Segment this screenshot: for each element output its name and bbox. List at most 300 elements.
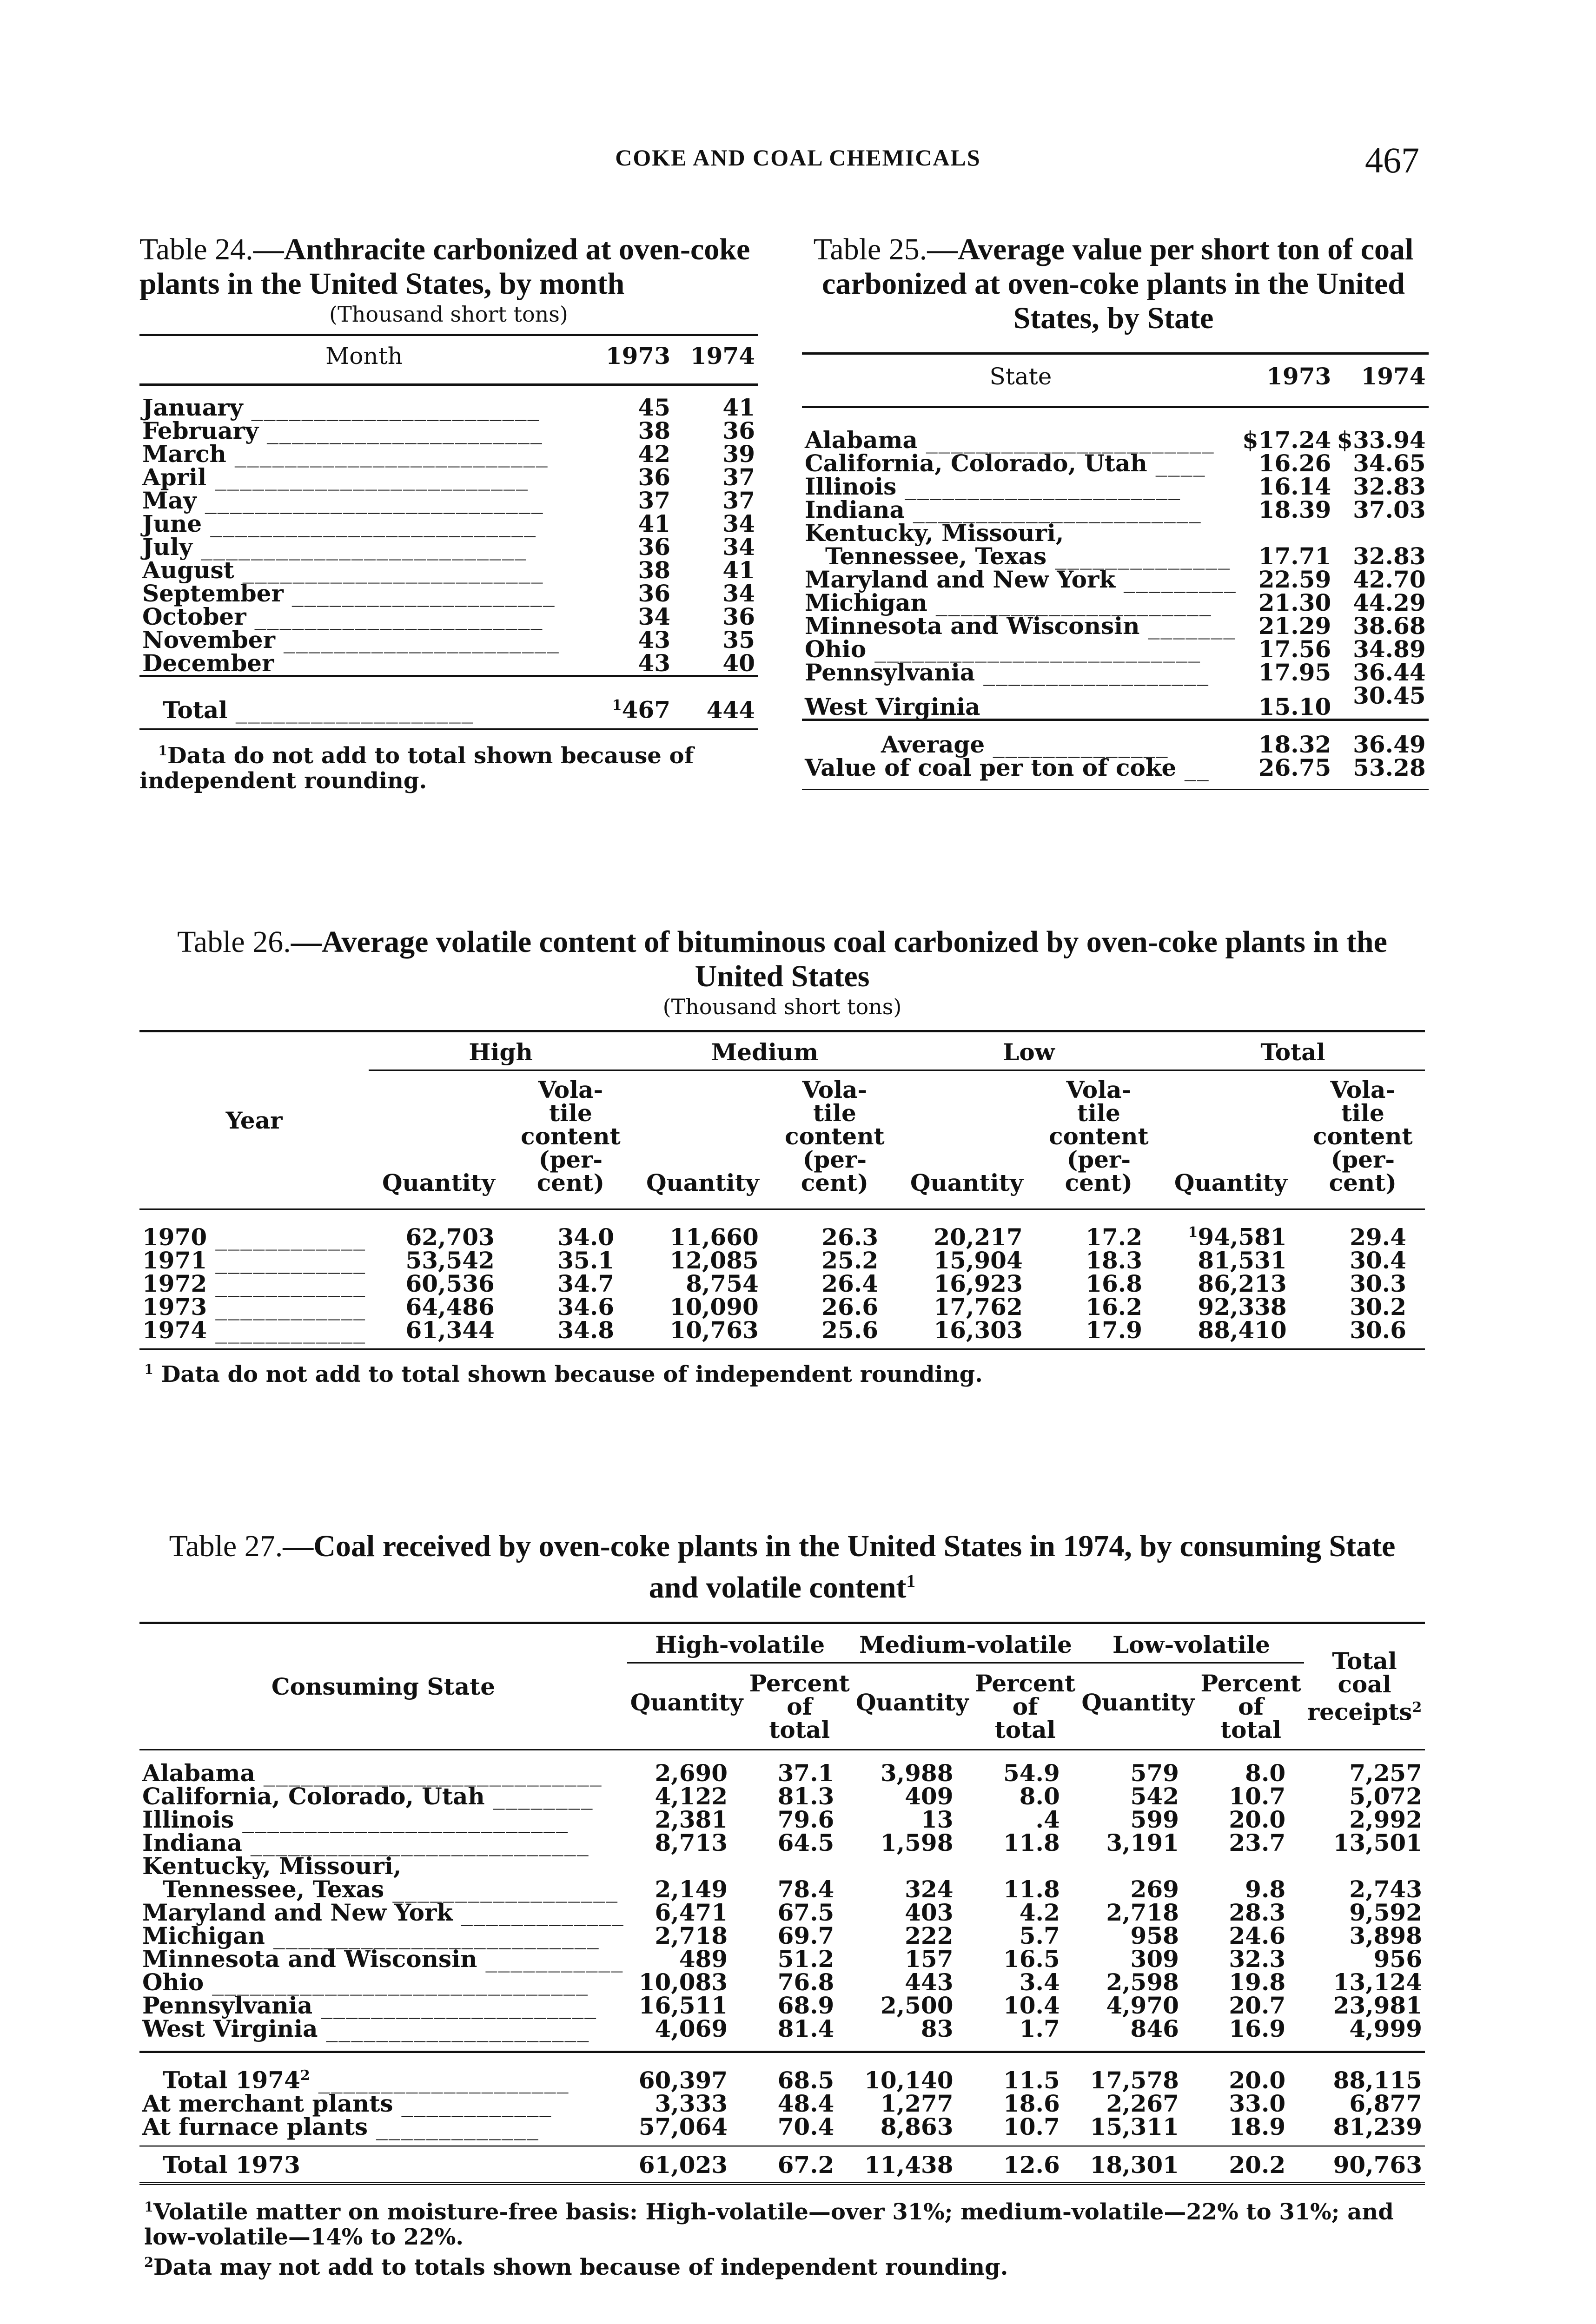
month-label: August ________________________ <box>142 556 544 584</box>
table-row <box>139 1272 1425 1295</box>
average-1974: 36.49 <box>1353 731 1426 758</box>
low-volatile: 18.3 <box>1086 1246 1142 1274</box>
medium-percent: 16.5 <box>1003 1945 1060 1973</box>
table-25-summary <box>802 720 1429 790</box>
value-1974: 40 <box>722 649 755 677</box>
value-1974: 34 <box>722 510 755 537</box>
total-volatile: 30.6 <box>1350 1316 1406 1344</box>
value-1973: 38 <box>638 417 670 444</box>
month-label: May ___________________________ <box>142 487 544 514</box>
medium-quantity: 12,085 <box>669 1246 759 1274</box>
high-volatile: 34.7 <box>557 1269 615 1297</box>
table-27-body <box>139 1750 1425 2052</box>
high-quantity: 16,511 <box>638 1992 728 2019</box>
col-header-year: Year <box>225 1106 283 1134</box>
medium-quantity: 443 <box>905 1968 954 1996</box>
table-26-title <box>139 925 1425 994</box>
low-percent: 24.6 <box>1229 1922 1286 1949</box>
table-row <box>139 512 758 535</box>
medium-quantity: 13 <box>921 1806 954 1833</box>
state-label: California, Colorado, Utah ________ <box>142 1783 594 1810</box>
high-quantity: 10,083 <box>638 1968 728 1996</box>
value-1974: 42.70 <box>1353 566 1426 593</box>
value-1973: 38 <box>638 556 670 584</box>
table-27-title-note: 1 <box>906 1571 916 1591</box>
table-row <box>802 498 1429 522</box>
month-label: February ______________________ <box>142 417 543 444</box>
medium-percent: 11.5 <box>1003 2066 1060 2094</box>
medium-quantity: 409 <box>905 1783 954 1810</box>
total-volatile: 29.4 <box>1350 1223 1406 1251</box>
table-26 <box>139 925 1425 1387</box>
month-label: November ______________________ <box>142 626 560 654</box>
month-label: September _____________________ <box>142 580 556 607</box>
high-percent: 37.1 <box>777 1759 834 1787</box>
high-volatile: 34.8 <box>557 1316 615 1344</box>
table-row <box>139 1808 1425 1831</box>
table-25-header-row <box>802 354 1429 407</box>
low-percent: 9.8 <box>1245 1875 1286 1903</box>
state-label: Kentucky, Missouri, <box>805 519 1064 547</box>
col-header-quantity: Quantity <box>1081 1689 1195 1716</box>
table-row <box>139 466 758 489</box>
total-quantity: 86,213 <box>1198 1269 1287 1297</box>
high-percent: 78.4 <box>777 1875 834 1903</box>
medium-quantity: 3,988 <box>880 1759 954 1787</box>
table-26-grid <box>139 1030 1425 1348</box>
high-quantity: 2,149 <box>655 1875 728 1903</box>
low-volatile: 17.2 <box>1086 1223 1142 1251</box>
table-27-footnote-2: $^2$Data may not add to totals shown because of independent rounding. <box>144 2254 1008 2280</box>
month-label: December ______________________ <box>142 649 559 677</box>
medium-quantity: 403 <box>905 1899 954 1926</box>
table-row <box>139 1878 1425 1901</box>
medium-volatile: 25.6 <box>821 1316 879 1344</box>
table-24-footnote: $^1$Data do not add to total shown because of independent rounding. <box>139 728 758 793</box>
value-1973 <box>1239 522 1334 545</box>
value-1973: 43 <box>638 649 670 677</box>
table-24 <box>139 232 758 793</box>
total-receipts: 956 <box>1373 1945 1422 1973</box>
table-row <box>139 652 758 676</box>
group-medium-volatile: Medium-volatile <box>853 1623 1078 1663</box>
value-1974: $33.94 <box>1337 426 1426 454</box>
table-row <box>802 661 1429 684</box>
table-row <box>139 1855 1425 1878</box>
table-25-title <box>802 232 1425 336</box>
high-quantity: 61,344 <box>405 1316 495 1344</box>
table-row <box>139 1249 1425 1272</box>
table-24-caption: —Anthracite carbonized at oven-coke plants in the United States, by month <box>139 232 750 301</box>
value-1974: 32.83 <box>1353 542 1426 570</box>
table-27-summary <box>139 2052 1425 2146</box>
low-quantity: 17,578 <box>1090 2066 1179 2094</box>
low-quantity: 15,311 <box>1090 2113 1179 2140</box>
state-label: Maryland and New York _____________ <box>142 1899 624 1926</box>
year-label: 1971 ____________ <box>142 1246 366 1274</box>
value-1973: 21.29 <box>1258 612 1331 640</box>
table-row <box>139 605 758 628</box>
low-quantity: 18,301 <box>1090 2151 1179 2179</box>
low-quantity: 846 <box>1130 2015 1179 2042</box>
low-percent: 10.7 <box>1229 1783 1286 1810</box>
low-quantity: 269 <box>1130 1875 1179 1903</box>
value-1973: 37 <box>638 487 670 514</box>
total-receipts: 7,257 <box>1349 1759 1422 1787</box>
col-header-quantity: Quantity <box>382 1169 495 1196</box>
high-quantity: 4,122 <box>655 1783 728 1810</box>
table-24-body <box>139 385 758 676</box>
low-quantity: 15,904 <box>934 1246 1023 1274</box>
value-1973: 21.30 <box>1258 589 1331 616</box>
low-quantity: 542 <box>1130 1783 1179 1810</box>
table-row <box>139 1209 1425 1249</box>
value-1974: 36 <box>722 417 755 444</box>
value-1973: 17.56 <box>1258 635 1331 663</box>
state-label: West Virginia _____________________ <box>142 2015 590 2042</box>
table-26-number: Table 26. <box>177 925 291 959</box>
table-row-total <box>139 676 758 728</box>
total-quantity: $^1$94,581 <box>1188 1223 1287 1251</box>
medium-quantity: 10,763 <box>669 1316 759 1344</box>
table-row <box>802 614 1429 638</box>
high-quantity <box>627 1855 746 1878</box>
medium-percent: 1.7 <box>1019 2015 1060 2042</box>
value-1974: 30.45 <box>1353 682 1426 709</box>
low-quantity: 2,598 <box>1106 1968 1179 1996</box>
medium-percent: 10.4 <box>1003 1992 1060 2019</box>
total-receipts: 2,743 <box>1349 1875 1422 1903</box>
medium-percent: 18.6 <box>1003 2089 1060 2117</box>
table-row <box>139 559 758 582</box>
col-header-percent-of-total: Percent of total <box>975 1670 1076 1743</box>
state-label: West Virginia _________________ <box>805 693 1202 720</box>
high-quantity: 8,713 <box>655 1829 728 1856</box>
low-quantity: 958 <box>1130 1922 1179 1949</box>
medium-percent: .4 <box>1035 1806 1060 1833</box>
low-percent: 20.2 <box>1229 2151 1286 2179</box>
state-label: Illinois ______________________ <box>805 473 1181 500</box>
table-row <box>139 2017 1425 2052</box>
table-24-number: Table 24. <box>139 232 253 266</box>
table-row-average <box>802 720 1429 757</box>
high-quantity: 4,069 <box>655 2015 728 2042</box>
total-1973: $^1$467 <box>612 696 670 724</box>
high-quantity: 60,536 <box>405 1269 495 1297</box>
table-row-value-per-coke <box>802 756 1429 790</box>
medium-percent: 12.6 <box>1003 2151 1060 2179</box>
total-receipts: 90,763 <box>1333 2151 1422 2179</box>
high-percent: 51.2 <box>777 1945 834 1973</box>
medium-quantity: 222 <box>905 1922 954 1949</box>
medium-percent: 10.7 <box>1003 2113 1060 2140</box>
table-26-body <box>139 1209 1425 1348</box>
high-percent: 68.9 <box>777 1992 834 2019</box>
table-row-summary <box>139 2052 1425 2092</box>
table-26-units: (Thousand short tons) <box>662 994 902 1019</box>
state-label: Maryland and New York _________ <box>805 566 1237 593</box>
total-1974: 444 <box>706 696 755 724</box>
col-header-quantity: Quantity <box>630 1689 743 1716</box>
value-1974: 37 <box>722 487 755 514</box>
value-1974: 36 <box>722 603 755 630</box>
high-percent: 67.5 <box>777 1899 834 1926</box>
state-label: Alabama _______________________ <box>805 426 1215 454</box>
state-label: Total 1973 <box>163 2151 300 2179</box>
value-1973: 36 <box>638 533 670 561</box>
high-quantity: 2,381 <box>655 1806 728 1833</box>
average-label: Average ______________ <box>881 731 1169 758</box>
value-1973: 43 <box>638 626 670 654</box>
medium-quantity: 10,090 <box>669 1293 759 1320</box>
value-1973: 41 <box>638 510 670 537</box>
month-label: June __________________________ <box>142 510 537 537</box>
table-25 <box>802 232 1425 790</box>
table-row <box>139 1295 1425 1319</box>
medium-volatile: 25.2 <box>821 1246 879 1274</box>
medium-percent <box>972 1855 1079 1878</box>
low-quantity: 17,762 <box>934 1293 1023 1320</box>
high-quantity: 62,703 <box>405 1223 495 1251</box>
medium-quantity: 11,660 <box>669 1223 759 1251</box>
table-27-group-row <box>139 1623 1425 1663</box>
group-total: Total <box>1161 1031 1425 1070</box>
low-volatile: 16.2 <box>1086 1293 1142 1320</box>
high-quantity: 57,064 <box>638 2113 728 2140</box>
total-receipts: 13,501 <box>1333 1829 1422 1856</box>
table-25-body <box>802 407 1429 720</box>
value-1973: $17.24 <box>1242 426 1331 454</box>
high-volatile: 34.0 <box>557 1223 615 1251</box>
low-quantity: 2,267 <box>1106 2089 1179 2117</box>
low-percent: 33.0 <box>1229 2089 1286 2117</box>
low-volatile: 16.8 <box>1086 1269 1142 1297</box>
value-1974: 37 <box>722 463 755 491</box>
total-receipts: 4,999 <box>1349 2015 1422 2042</box>
low-percent: 18.9 <box>1229 2113 1286 2140</box>
total-volatile: 30.4 <box>1350 1246 1406 1274</box>
state-label: At furnace plants _____________ <box>142 2113 539 2140</box>
col-header-month: Month <box>325 343 403 370</box>
high-quantity: 6,471 <box>655 1899 728 1926</box>
table-row <box>802 545 1429 568</box>
high-volatile: 35.1 <box>557 1246 615 1274</box>
month-label: April _________________________ <box>142 463 529 491</box>
high-quantity: 2,718 <box>655 1922 728 1949</box>
value-1973: 36 <box>638 580 670 607</box>
table-row <box>139 419 758 442</box>
value-1974: 35 <box>722 626 755 654</box>
medium-percent: 5.7 <box>1019 1922 1060 1949</box>
total-volatile: 30.2 <box>1350 1293 1406 1320</box>
high-quantity: 64,486 <box>405 1293 495 1320</box>
table-row <box>139 1319 1425 1348</box>
medium-volatile: 26.3 <box>821 1223 879 1251</box>
year-label: 1974 ____________ <box>142 1316 366 1344</box>
total-receipts: 9,592 <box>1349 1899 1422 1926</box>
medium-volatile: 26.6 <box>821 1293 879 1320</box>
table-row <box>139 1831 1425 1855</box>
col-header-percent-of-total: Percent of total <box>1200 1670 1301 1743</box>
high-percent: 64.5 <box>777 1829 834 1856</box>
high-percent: 68.5 <box>777 2066 834 2094</box>
value-per-coke-1973: 26.75 <box>1258 754 1331 781</box>
table-row-summary <box>139 2115 1425 2146</box>
medium-volatile: 26.4 <box>821 1269 879 1297</box>
table-row <box>139 442 758 466</box>
month-label: October _______________________ <box>142 603 543 630</box>
state-label: Michigan ______________________ <box>805 589 1212 616</box>
high-percent: 76.8 <box>777 1968 834 1996</box>
state-label: Ohio __________________________ <box>805 635 1201 663</box>
total-quantity: 88,410 <box>1198 1316 1287 1344</box>
state-label: Pennsylvania __________________ <box>805 659 1210 686</box>
table-row <box>139 1971 1425 1994</box>
value-1974 <box>1334 522 1428 545</box>
total-receipts: 6,877 <box>1349 2089 1422 2117</box>
high-quantity: 489 <box>679 1945 728 1973</box>
medium-quantity: 11,438 <box>864 2151 954 2179</box>
col-header-quantity: Quantity <box>646 1169 759 1196</box>
group-medium: Medium <box>633 1031 897 1070</box>
medium-percent: 8.0 <box>1019 1783 1060 1810</box>
state-label: Ohio ______________________________ <box>142 1968 589 1996</box>
high-percent: 48.4 <box>777 2089 834 2117</box>
month-label: July __________________________ <box>142 533 527 561</box>
low-quantity: 2,718 <box>1106 1899 1179 1926</box>
state-label: Kentucky, Missouri, <box>142 1852 402 1880</box>
total-receipts: 3,898 <box>1349 1922 1422 1949</box>
col-header-1974: 1974 <box>1361 363 1426 390</box>
group-high: High <box>369 1031 633 1070</box>
high-percent: 79.6 <box>777 1806 834 1833</box>
col-header-quantity: Quantity <box>910 1169 1023 1196</box>
col-header-1974: 1974 <box>690 342 755 370</box>
state-label: Pennsylvania ______________________ <box>142 1992 597 2019</box>
table-row <box>139 1901 1425 1924</box>
total-receipts: 5,072 <box>1349 1783 1422 1810</box>
table-row <box>802 522 1429 545</box>
total-receipts: 2,992 <box>1349 1806 1422 1833</box>
month-label: March _________________________ <box>142 440 549 468</box>
table-row <box>139 1750 1425 1785</box>
state-label: California, Colorado, Utah ____ <box>805 449 1206 477</box>
high-quantity: 53,542 <box>405 1246 495 1274</box>
table-27-caption: —Coal received by oven-coke plants in the United States in 1974, by consuming State and volatile content <box>283 1529 1396 1604</box>
col-header-state: State <box>989 363 1052 390</box>
value-1973: 18.39 <box>1258 496 1331 523</box>
table-26-group-row <box>139 1031 1425 1070</box>
col-header-volatile-content: Vola- tile content (per- cent) <box>1049 1076 1149 1196</box>
state-label: Michigan __________________________ <box>142 1922 600 1949</box>
table-25-grid <box>802 352 1429 790</box>
medium-quantity: 83 <box>921 2015 954 2042</box>
value-1974: 34 <box>722 580 755 607</box>
group-high-volatile: High-volatile <box>627 1623 853 1663</box>
medium-quantity: 1,598 <box>880 1829 954 1856</box>
state-label: Indiana ___________________________ <box>142 1829 589 1856</box>
table-row <box>802 407 1429 452</box>
value-1974: 44.29 <box>1353 589 1426 616</box>
table-26-footnote: $^1$ Data do not add to total shown because of independent rounding. <box>139 1348 1425 1387</box>
state-label: Tennessee, Texas ______________ <box>825 542 1231 570</box>
value-1973: 45 <box>638 394 670 421</box>
table-24-units: (Thousand short tons) <box>329 302 568 327</box>
table-25-number: Table 25. <box>813 232 927 266</box>
state-label: Tennessee, Texas __________________ <box>163 1875 619 1903</box>
group-low-volatile: Low-volatile <box>1079 1623 1304 1663</box>
value-1974: 34.65 <box>1353 449 1426 477</box>
col-header-quantity: Quantity <box>1174 1169 1287 1196</box>
state-label: Indiana _______________________ <box>805 496 1202 523</box>
medium-quantity: 1,277 <box>880 2089 954 2117</box>
table-row <box>139 582 758 605</box>
high-percent: 81.4 <box>777 2015 834 2042</box>
medium-quantity <box>853 1855 972 1878</box>
value-1974: 39 <box>722 440 755 468</box>
col-header-total-receipts: Total coal receipts$^2$ <box>1307 1647 1422 1726</box>
high-percent <box>746 1855 853 1878</box>
value-1973: 42 <box>638 440 670 468</box>
low-percent: 20.0 <box>1229 1806 1286 1833</box>
table-27-footnote-1: $^1$Volatile matter on moisture-free basis: High-volatile—over 31%; medium-volatile—22% to 31%; and low-volatile—14% to 22%. <box>144 2199 1394 2250</box>
state-label: At merchant plants ____________ <box>142 2089 552 2117</box>
high-percent: 69.7 <box>777 1922 834 1949</box>
month-label: January _______________________ <box>142 394 540 421</box>
low-percent: 16.9 <box>1229 2015 1286 2042</box>
value-1974: 41 <box>722 556 755 584</box>
col-header-consuming-state: Consuming State <box>271 1672 496 1700</box>
low-quantity: 3,191 <box>1106 1829 1179 1856</box>
table-27-title <box>139 1529 1425 1605</box>
value-1974: 32.83 <box>1353 473 1426 500</box>
low-percent: 8.0 <box>1245 1759 1286 1787</box>
table-row <box>139 1924 1425 1948</box>
high-quantity: 61,023 <box>638 2151 728 2179</box>
value-1974: 36.44 <box>1353 659 1426 686</box>
table-row <box>802 591 1429 614</box>
table-row <box>139 1785 1425 1808</box>
table-row-total-1973 <box>139 2146 1425 2184</box>
medium-quantity: 10,140 <box>864 2066 954 2094</box>
low-quantity: 20,217 <box>934 1223 1023 1251</box>
high-percent: 67.2 <box>777 2151 834 2179</box>
total-label: Total ___________________ <box>163 696 474 724</box>
total-receipts: 81,239 <box>1333 2113 1422 2140</box>
group-low: Low <box>897 1031 1161 1070</box>
table-row <box>139 385 758 420</box>
table-24-header-row <box>139 335 758 385</box>
average-1973: 18.32 <box>1258 731 1331 758</box>
low-quantity: 309 <box>1130 1945 1179 1973</box>
low-quantity: 16,303 <box>934 1316 1023 1344</box>
medium-quantity: 324 <box>905 1875 954 1903</box>
table-row <box>139 628 758 652</box>
state-label: Alabama ___________________________ <box>142 1759 603 1787</box>
state-label: Total 1974$^2$ ____________________ <box>163 2066 570 2094</box>
value-1974: 34 <box>722 533 755 561</box>
medium-percent: 11.8 <box>1003 1875 1060 1903</box>
low-quantity: 4,970 <box>1106 1992 1179 2019</box>
medium-quantity: 2,500 <box>880 1992 954 2019</box>
high-volatile: 34.6 <box>557 1293 615 1320</box>
state-label: Minnesota and Wisconsin ___________ <box>142 1945 624 1973</box>
state-label: Illinois __________________________ <box>142 1806 569 1833</box>
low-percent: 19.8 <box>1229 1968 1286 1996</box>
low-percent: 23.7 <box>1229 1829 1286 1856</box>
table-row <box>139 1994 1425 2017</box>
value-1973: 17.95 <box>1258 659 1331 686</box>
